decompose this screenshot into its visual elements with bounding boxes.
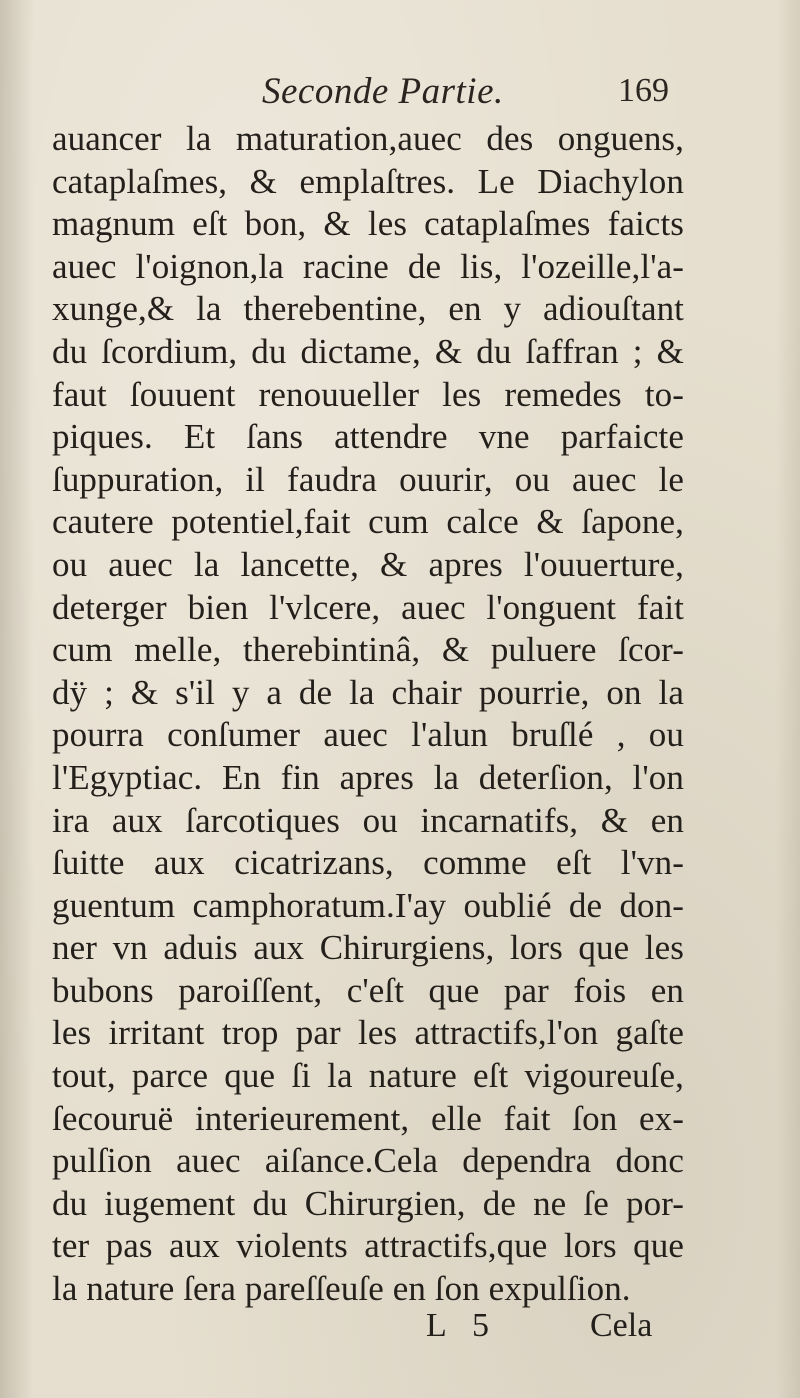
text-line: ſuitte aux cicatrizans, comme eſt l'vn- [52, 843, 684, 883]
text-line: ſuppuration, il faudra ouurir, ou auec le [52, 459, 684, 499]
text-line: guentum camphoratum.I'ay oublié de don- [52, 885, 684, 925]
text-line: magnum eſt bon, & les cataplaſmes faicts [52, 204, 684, 244]
text-line: faut ſouuent renouueller les remedes to- [52, 374, 684, 414]
text-line: xunge,& la therebentine, en y adiouſtant [52, 289, 684, 329]
text-line: tout, parce que ſi la nature eſt vigoureuſe, [52, 1056, 684, 1096]
text-line: ſecouruë interieurement, elle fait ſon ex- [52, 1098, 684, 1138]
text-line: piques. Et ſans attendre vne parfaicte [52, 417, 684, 457]
text-line: auec l'oignon,la racine de lis, l'ozeille,l'a- [52, 246, 684, 286]
page-number: 169 [618, 72, 669, 109]
text-line: bubons paroiſſent, c'eſt que par fois en [52, 970, 684, 1010]
catchword: Cela [590, 1307, 653, 1344]
text-line: du ſcordium, du dictame, & du ſaffran ; & [52, 331, 684, 371]
running-title: Seconde Partie. [262, 71, 504, 112]
text-line: cum melle, therebintinâ, & puluere ſcor- [52, 630, 684, 670]
text-line: ira aux ſarcotiques ou incarnatifs, & en [52, 800, 684, 840]
text-line: la nature ſera pareſſeuſe en ſon expulſion. [52, 1269, 631, 1309]
text-line: dÿ ; & s'il y a de la chair pourrie, on la [52, 672, 684, 712]
page-gutter-shadow [0, 0, 34, 1398]
signature-mark: L 5 [426, 1307, 490, 1344]
text-line: l'Egyptiac. En fin apres la deterſion, l'on [52, 757, 684, 797]
text-line: cautere potentiel,fait cum calce & ſapone, [52, 502, 684, 542]
text-line: les irritant trop par les attractifs,l'on gaſte [52, 1013, 684, 1053]
text-line: ter pas aux violents attractifs,que lors que [52, 1226, 684, 1266]
body-text [52, 118, 684, 1311]
running-head [0, 64, 800, 114]
text-line: pulſion auec aiſance.Cela dependra donc [52, 1141, 684, 1181]
text-line: ner vn aduis aux Chirurgiens, lors que les [52, 928, 684, 968]
page-footer [0, 1303, 800, 1353]
text-line: pourra conſumer auec l'alun bruſlé , ou [52, 715, 684, 755]
text-line: auancer la maturation,auec des onguens, [52, 119, 684, 158]
text-line: deterger bien l'vlcere, auec l'onguent fait [52, 587, 684, 627]
text-line: cataplaſmes, & emplaſtres. Le Diachylon [52, 161, 684, 201]
text-line: du iugement du Chirurgien, de ne ſe por- [52, 1183, 684, 1223]
page-edge-shadow [776, 0, 800, 1398]
text-line: ou auec la lancette, & apres l'ouuerture, [52, 544, 684, 584]
